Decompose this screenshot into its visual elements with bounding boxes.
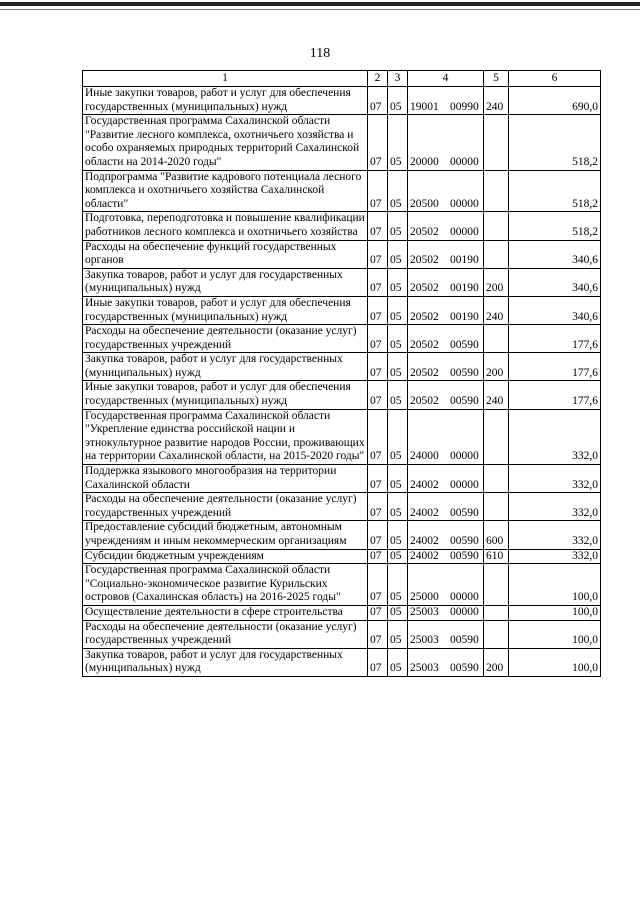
target-article-part1: 20000	[410, 155, 439, 168]
row-subsection-code: 05	[388, 564, 408, 606]
row-expense-type: 610	[484, 549, 509, 564]
target-article-part1: 24000	[410, 450, 439, 463]
table-row	[83, 296, 601, 324]
row-target-article	[408, 564, 484, 606]
row-target-article	[408, 620, 484, 648]
row-subsection-code: 05	[388, 87, 408, 115]
target-article-part2: 00590	[450, 634, 479, 647]
target-article-part1: 25003	[410, 634, 439, 647]
target-article-part2: 00000	[450, 197, 479, 210]
row-subsection-code: 05	[388, 115, 408, 170]
row-name: Государственная программа Сахалинской области "Укрепление единства российской нации и этнокультурное развитие народов России, проживающих на территории Сахалинской области, на 2015-2020 годы"	[83, 409, 368, 464]
top-rule	[0, 2, 640, 6]
row-subsection-code: 05	[388, 170, 408, 212]
table-row	[83, 605, 601, 620]
target-article-part1: 20502	[410, 254, 439, 267]
row-name: Расходы на обеспечение деятельности (оказание услуг) государственных учреждений	[83, 325, 368, 353]
row-section-code: 07	[368, 296, 388, 324]
row-target-article	[408, 212, 484, 240]
row-section-code: 07	[368, 170, 388, 212]
row-subsection-code: 05	[388, 325, 408, 353]
row-section-code: 07	[368, 564, 388, 606]
target-article-part1: 19001	[410, 100, 439, 113]
row-subsection-code: 05	[388, 605, 408, 620]
row-subsection-code: 05	[388, 521, 408, 549]
table-row	[83, 564, 601, 606]
target-article-part2: 00590	[450, 338, 479, 351]
row-section-code: 07	[368, 212, 388, 240]
row-expense-type	[484, 605, 509, 620]
row-subsection-code: 05	[388, 296, 408, 324]
row-amount: 177,6	[509, 381, 601, 409]
target-article-part1: 20502	[410, 338, 439, 351]
row-target-article	[408, 170, 484, 212]
table-row	[83, 409, 601, 464]
row-section-code: 07	[368, 620, 388, 648]
row-expense-type: 240	[484, 296, 509, 324]
target-article-part2: 00000	[450, 450, 479, 463]
row-section-code: 07	[368, 493, 388, 521]
table-row	[83, 212, 601, 240]
row-name: Подготовка, переподготовка и повышение квалификации работников лесного комплекса и охотничьего хозяйства	[83, 212, 368, 240]
column-header-amount: 6	[509, 71, 601, 87]
target-article-part1: 24002	[410, 549, 439, 562]
row-target-article	[408, 268, 484, 296]
row-name: Закупка товаров, работ и услуг для государственных (муниципальных) нужд	[83, 268, 368, 296]
column-header-section: 2	[368, 71, 388, 87]
row-expense-type: 200	[484, 353, 509, 381]
row-amount: 100,0	[509, 605, 601, 620]
target-article-part1: 20500	[410, 197, 439, 210]
budget-table	[82, 70, 601, 677]
column-header-expense-type: 5	[484, 71, 509, 87]
target-article-part2: 00590	[450, 549, 479, 562]
target-article-part2: 00000	[450, 605, 479, 618]
row-name: Осуществление деятельности в сфере строительства	[83, 605, 368, 620]
table-row	[83, 268, 601, 296]
table-row	[83, 325, 601, 353]
row-amount: 340,6	[509, 296, 601, 324]
row-expense-type	[484, 212, 509, 240]
target-article-part2: 00190	[450, 282, 479, 295]
target-article-part2: 00590	[450, 366, 479, 379]
row-name: Подпрограмма "Развитие кадрового потенциала лесного комплекса и охотничьего хозяйства Сахалинской области"	[83, 170, 368, 212]
target-article-part2: 00990	[450, 100, 479, 113]
row-expense-type	[484, 115, 509, 170]
row-section-code: 07	[368, 409, 388, 464]
table-row	[83, 87, 601, 115]
row-name: Иные закупки товаров, работ и услуг для обеспечения государственных (муниципальных) нужд	[83, 296, 368, 324]
row-subsection-code: 05	[388, 240, 408, 268]
row-target-article	[408, 296, 484, 324]
row-name: Субсидии бюджетным учреждениям	[83, 549, 368, 564]
target-article-part1: 20502	[410, 282, 439, 295]
target-article-part1: 25003	[410, 605, 439, 618]
row-amount: 518,2	[509, 115, 601, 170]
target-article-part2: 00590	[450, 662, 479, 675]
row-target-article	[408, 325, 484, 353]
row-target-article	[408, 409, 484, 464]
row-subsection-code: 05	[388, 620, 408, 648]
row-target-article	[408, 605, 484, 620]
row-subsection-code: 05	[388, 268, 408, 296]
row-section-code: 07	[368, 605, 388, 620]
table-row	[83, 620, 601, 648]
target-article-part2: 00590	[450, 395, 479, 408]
row-expense-type	[484, 325, 509, 353]
row-expense-type	[484, 620, 509, 648]
column-header-subsection: 3	[388, 71, 408, 87]
top-rule-thin	[0, 9, 640, 10]
target-article-part2: 00000	[450, 591, 479, 604]
row-name: Иные закупки товаров, работ и услуг для обеспечения государственных (муниципальных) нужд	[83, 87, 368, 115]
row-target-article	[408, 648, 484, 676]
row-amount: 340,6	[509, 268, 601, 296]
row-amount: 340,6	[509, 240, 601, 268]
row-amount: 100,0	[509, 564, 601, 606]
row-expense-type	[484, 409, 509, 464]
row-name: Государственная программа Сахалинской области "Социально-экономическое развитие Курильских островов (Сахалинская область) на 2016-2025 годы"	[83, 564, 368, 606]
target-article-part1: 20502	[410, 395, 439, 408]
row-section-code: 07	[368, 115, 388, 170]
row-subsection-code: 05	[388, 381, 408, 409]
row-name: Иные закупки товаров, работ и услуг для обеспечения государственных (муниципальных) нужд	[83, 381, 368, 409]
row-section-code: 07	[368, 353, 388, 381]
row-expense-type	[484, 564, 509, 606]
row-amount: 518,2	[509, 170, 601, 212]
row-amount: 177,6	[509, 353, 601, 381]
table-row	[83, 353, 601, 381]
row-amount: 332,0	[509, 465, 601, 493]
row-amount: 100,0	[509, 620, 601, 648]
row-target-article	[408, 115, 484, 170]
row-section-code: 07	[368, 325, 388, 353]
row-amount: 100,0	[509, 648, 601, 676]
row-amount: 177,6	[509, 325, 601, 353]
table-row	[83, 648, 601, 676]
row-target-article	[408, 493, 484, 521]
column-header-target-article: 4	[408, 71, 484, 87]
row-subsection-code: 05	[388, 493, 408, 521]
target-article-part2: 00590	[450, 535, 479, 547]
row-subsection-code: 05	[388, 549, 408, 564]
table-row	[83, 381, 601, 409]
row-target-article	[408, 465, 484, 493]
row-section-code: 07	[368, 268, 388, 296]
row-target-article	[408, 521, 484, 549]
row-name: Поддержка языкового многообразия на территории Сахалинской области	[83, 465, 368, 493]
row-target-article	[408, 240, 484, 268]
row-target-article	[408, 353, 484, 381]
row-section-code: 07	[368, 648, 388, 676]
page-number: 118	[309, 46, 331, 61]
row-expense-type: 200	[484, 648, 509, 676]
target-article-part1: 20502	[410, 366, 439, 379]
row-section-code: 07	[368, 381, 388, 409]
row-amount: 518,2	[509, 212, 601, 240]
row-section-code: 07	[368, 465, 388, 493]
row-expense-type	[484, 493, 509, 521]
row-section-code: 07	[368, 521, 388, 549]
target-article-part1: 20502	[410, 225, 439, 238]
row-target-article	[408, 549, 484, 564]
row-expense-type	[484, 465, 509, 493]
row-name: Закупка товаров, работ и услуг для государственных (муниципальных) нужд	[83, 353, 368, 381]
row-name: Расходы на обеспечение функций государственных органов	[83, 240, 368, 268]
table-row	[83, 115, 601, 170]
row-expense-type	[484, 170, 509, 212]
row-subsection-code: 05	[388, 648, 408, 676]
target-article-part1: 24002	[410, 506, 439, 519]
row-target-article	[408, 381, 484, 409]
row-name: Расходы на обеспечение деятельности (оказание услуг) государственных учреждений	[83, 620, 368, 648]
row-expense-type: 240	[484, 87, 509, 115]
target-article-part1: 24002	[410, 535, 439, 547]
target-article-part1: 25000	[410, 591, 439, 604]
row-subsection-code: 05	[388, 212, 408, 240]
target-article-part2: 00000	[450, 478, 479, 491]
row-name: Государственная программа Сахалинской области "Развитие лесного комплекса, охотничьего хозяйства и особо охраняемых природных территорий Сахалинской области на 2014-2020 годы"	[83, 115, 368, 170]
target-article-part1: 20502	[410, 310, 439, 323]
row-section-code: 07	[368, 87, 388, 115]
row-amount: 690,0	[509, 87, 601, 115]
row-target-article	[408, 87, 484, 115]
row-name: Закупка товаров, работ и услуг для государственных (муниципальных) нужд	[83, 648, 368, 676]
target-article-part1: 24002	[410, 478, 439, 491]
row-section-code: 07	[368, 240, 388, 268]
table-row	[83, 521, 601, 549]
row-expense-type: 200	[484, 268, 509, 296]
table-row	[83, 549, 601, 564]
target-article-part2: 00190	[450, 254, 479, 267]
row-amount: 332,0	[509, 493, 601, 521]
table-row	[83, 493, 601, 521]
target-article-part2: 00590	[450, 506, 479, 519]
table-row	[83, 240, 601, 268]
column-header-name: 1	[83, 71, 368, 87]
row-subsection-code: 05	[388, 353, 408, 381]
row-expense-type: 600	[484, 521, 509, 549]
table-header-row	[83, 71, 601, 87]
row-subsection-code: 05	[388, 409, 408, 464]
target-article-part1: 25003	[410, 662, 439, 675]
table-row	[83, 465, 601, 493]
row-amount: 332,0	[509, 549, 601, 564]
row-expense-type: 240	[484, 381, 509, 409]
row-subsection-code: 05	[388, 465, 408, 493]
row-name: Предоставление субсидий бюджетным, автономным учреждениям и иным некоммерческим организациям	[83, 521, 368, 549]
target-article-part2: 00000	[450, 155, 479, 168]
row-amount: 332,0	[509, 521, 601, 549]
target-article-part2: 00000	[450, 225, 479, 238]
row-name: Расходы на обеспечение деятельности (оказание услуг) государственных учреждений	[83, 493, 368, 521]
target-article-part2: 00190	[450, 310, 479, 323]
row-expense-type	[484, 240, 509, 268]
row-amount: 332,0	[509, 409, 601, 464]
table-row	[83, 170, 601, 212]
row-section-code: 07	[368, 549, 388, 564]
